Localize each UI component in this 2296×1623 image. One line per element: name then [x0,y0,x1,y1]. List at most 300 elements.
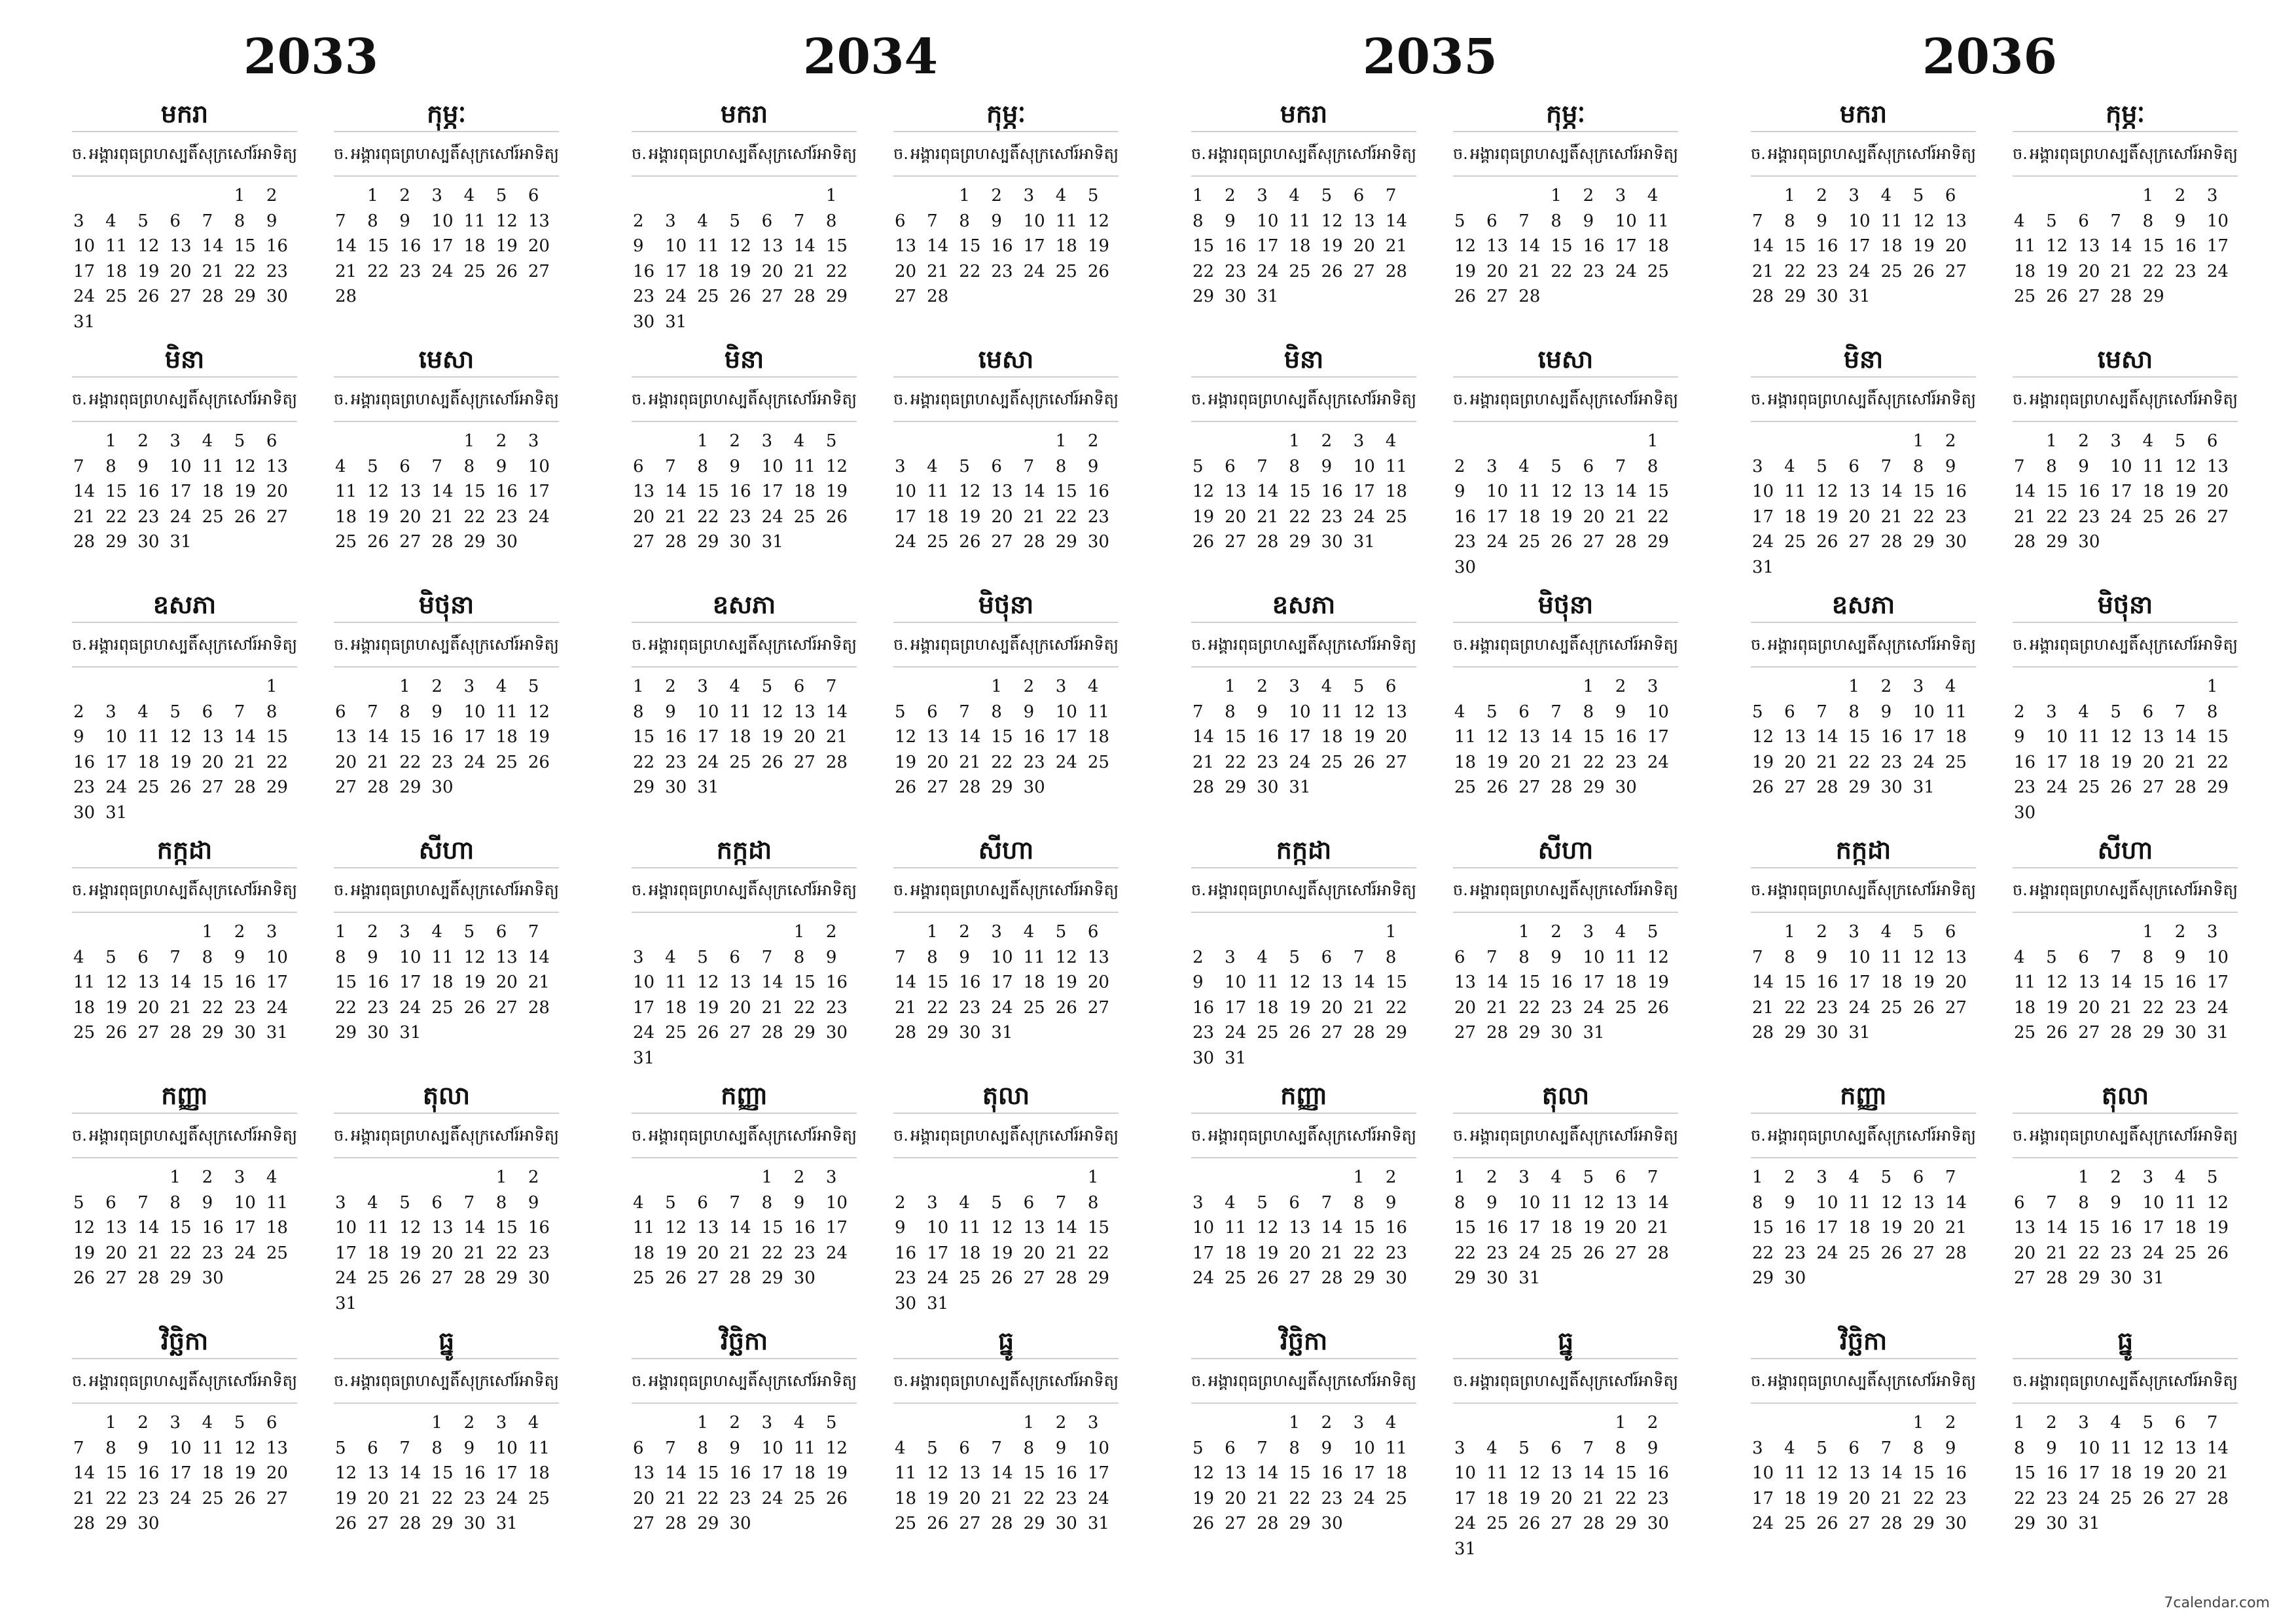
day-cell: 21 [1486,997,1509,1018]
day-cell: 24 [2110,507,2132,527]
month-name: សីហា [1537,836,1594,865]
weekday-header [632,131,857,177]
empty-cell [664,1410,696,1436]
day-cell: 2 [1023,677,1035,696]
day-cell: 25 [1784,532,1806,552]
weekday-label: សុក្រ [1019,145,1049,163]
day-cell: 4 [1087,677,1099,696]
day-cell: 20 [105,1243,128,1263]
day-cell: 12 [528,702,550,722]
weekday-label: សៅរ៍ [2168,390,2198,408]
day-cell: 21 [1353,997,1375,1018]
empty-cell [1223,429,1255,454]
day-cell: 14 [1945,1192,1967,1213]
day-cell: 4 [73,947,84,967]
weekday-header [1751,376,1976,422]
weekday-header [2013,376,2238,422]
day-cell: 13 [697,1218,719,1238]
day-cell: 17 [1752,507,1774,527]
day-cell: 1 [1225,677,1236,696]
empty-cell [1223,1165,1255,1190]
weekday-label: ព្រហស្បតិ៍ [1258,1372,1318,1390]
weekday-header [334,867,559,913]
weekday-label: ច. [334,1372,349,1390]
day-cell: 9 [528,1192,539,1213]
day-cell: 19 [335,1488,357,1508]
day-cell: 8 [105,456,117,476]
day-cell: 17 [761,1463,783,1483]
day-cell: 14 [335,236,357,256]
day-cell: 6 [528,186,539,205]
day-cell: 15 [1353,1218,1375,1238]
weekday-label: ព្រហស្បតិ៍ [401,1372,460,1390]
day-cell: 26 [761,752,783,772]
day-cell: 31 [399,1023,422,1043]
weekday-label: សុក្រ [459,881,490,899]
day-cell: 10 [399,947,422,967]
empty-cell [925,183,958,209]
weekday-label: ច. [1191,635,1206,654]
month-name: មករា [1280,99,1328,128]
day-cell: 24 [170,507,192,527]
month-block [334,1325,559,1537]
weekday-label: សុក្រ [198,881,228,899]
day-cell: 27 [1454,1023,1477,1043]
day-cell: 28 [825,752,848,772]
day-grid [72,1410,297,1537]
empty-cell [696,919,728,945]
day-cell: 9 [1647,1438,1659,1458]
day-cell: 19 [2110,752,2132,772]
day-cell: 21 [463,1243,486,1263]
weekday-label: ច. [2013,635,2028,654]
weekday-label: ច. [1191,390,1206,408]
day-cell: 18 [202,1463,224,1483]
day-cell: 17 [1087,1463,1109,1483]
day-cell: 29 [2142,287,2164,306]
day-cell: 19 [927,1488,949,1508]
empty-cell [761,919,793,945]
day-cell: 14 [2110,972,2132,992]
weekday-label: ច. [1453,635,1468,654]
weekday-label: សៅរ៍ [2168,145,2198,163]
day-cell: 4 [1615,922,1626,942]
weekday-label: អាទិត្យ [817,881,857,899]
day-cell: 9 [1551,947,1562,967]
day-cell: 20 [1518,752,1541,772]
day-cell: 30 [1486,1268,1509,1288]
day-cell: 7 [73,456,84,476]
day-cell: 24 [1087,1488,1109,1508]
day-cell: 18 [1289,236,1311,256]
weekday-header [72,622,297,668]
day-cell: 3 [495,1413,507,1433]
weekday-label: ព្រហស្បតិ៍ [1818,1372,1877,1390]
day-cell: 14 [665,482,687,501]
day-cell: 7 [1551,702,1562,722]
day-cell: 31 [335,1293,357,1313]
day-cell: 10 [665,236,687,256]
day-cell: 14 [234,727,256,747]
day-cell: 27 [991,532,1013,552]
day-cell: 22 [1912,1488,1935,1508]
day-cell: 14 [1880,482,1903,501]
day-cell: 9 [895,1218,906,1238]
weekday-label: អាទិត្យ [2198,1126,2238,1145]
weekday-label: អង្គារ [350,881,381,899]
day-cell: 16 [1816,972,1839,992]
day-cell: 7 [1518,211,1530,231]
month-block [334,344,559,555]
day-cell: 11 [1647,211,1669,231]
month-name: ឧសភា [1272,590,1336,619]
day-cell: 30 [1193,1048,1215,1068]
day-cell: 3 [761,431,773,451]
day-cell: 26 [697,1023,719,1043]
day-cell: 16 [793,1218,816,1238]
day-cell: 11 [266,1192,288,1213]
day-cell: 14 [1551,727,1573,747]
weekday-label: សៅរ៍ [1906,1126,1937,1145]
empty-cell [1287,1165,1319,1190]
empty-cell [1815,1410,1847,1436]
weekday-label: សៅរ៍ [1906,1372,1937,1390]
day-cell: 16 [959,972,981,992]
month-name: មេសា [1537,345,1594,374]
month-name: មេសា [978,345,1034,374]
day-cell: 8 [234,211,245,231]
weekday-label: សុក្រ [198,635,228,654]
day-cell: 21 [234,752,256,772]
month-name: មិនា [1283,345,1324,374]
day-cell: 30 [2174,1023,2197,1043]
empty-cell [696,183,728,209]
day-cell: 9 [137,1438,149,1458]
day-cell: 1 [1518,922,1530,942]
day-cell: 17 [1353,1463,1375,1483]
empty-cell [958,1410,990,1436]
day-cell: 8 [1385,947,1397,967]
day-cell: 12 [367,482,389,501]
day-cell: 27 [1385,752,1407,772]
empty-cell [366,674,398,700]
day-cell: 9 [399,211,410,231]
empty-cell [893,1410,925,1436]
day-cell: 27 [959,1514,981,1533]
day-cell: 23 [2046,1488,2068,1508]
day-cell: 3 [2110,431,2121,451]
day-cell: 15 [335,972,357,992]
weekday-label: អាទិត្យ [1638,145,1678,163]
weekday-header [2013,867,2238,913]
weekday-label: ច. [1751,1126,1766,1145]
day-cell: 19 [73,1243,96,1263]
weekday-label: អង្គារ [648,145,679,163]
day-cell: 27 [1289,1268,1311,1288]
empty-cell [1549,1410,1581,1436]
day-cell: 5 [1257,1192,1268,1213]
day-cell: 27 [399,532,422,552]
weekday-label: ព្រហស្បតិ៍ [698,881,758,899]
weekday-label: ព្រហស្បតិ៍ [1258,1126,1318,1145]
day-cell: 19 [1912,972,1935,992]
day-cell: 24 [633,1023,655,1043]
day-cell: 23 [1615,752,1637,772]
day-cell: 15 [1752,1218,1774,1238]
day-cell: 7 [1880,456,1892,476]
year-title: 2033 [243,29,378,85]
weekday-label: ច. [1751,390,1766,408]
day-grid [72,919,297,1046]
day-cell: 21 [137,1243,160,1263]
empty-cell [1255,919,1287,945]
day-cell: 3 [633,947,644,967]
day-cell: 24 [2046,777,2068,797]
day-cell: 10 [895,482,917,501]
day-cell: 10 [2142,1192,2164,1213]
empty-cell [728,183,760,209]
day-cell: 26 [170,777,192,797]
day-cell: 10 [335,1218,357,1238]
day-cell: 20 [170,261,192,281]
day-cell: 14 [202,236,224,256]
empty-cell [958,429,990,454]
day-cell: 30 [959,1023,981,1043]
day-cell: 16 [2174,236,2197,256]
day-cell: 3 [1752,456,1763,476]
day-cell: 6 [1023,1192,1035,1213]
day-cell: 15 [1615,1463,1637,1483]
day-cell: 1 [463,431,475,451]
day-cell: 26 [2110,777,2132,797]
day-cell: 16 [463,1463,486,1483]
day-cell: 2 [959,922,970,942]
day-cell: 10 [1193,1218,1215,1238]
day-cell: 13 [1023,1218,1045,1238]
empty-cell [463,1165,495,1190]
day-cell: 7 [2014,456,2025,476]
day-cell: 12 [1193,1463,1215,1483]
day-cell: 30 [1023,777,1045,797]
empty-cell [1022,429,1054,454]
day-cell: 16 [1880,727,1903,747]
day-cell: 15 [1193,236,1215,256]
day-cell: 22 [959,261,981,281]
weekday-label: ពុធ [2059,390,2080,408]
day-cell: 27 [729,1023,751,1043]
day-cell: 5 [729,211,740,231]
day-cell: 5 [1289,947,1300,967]
month-name: តុលា [1541,1081,1590,1110]
day-cell: 19 [528,727,550,747]
day-cell: 24 [1055,752,1077,772]
month-block [1751,1080,1976,1291]
day-cell: 29 [697,1514,719,1533]
weekday-label: សុក្រ [198,1126,228,1145]
weekday-label: ព្រហស្បតិ៍ [2079,1126,2139,1145]
day-cell: 6 [1945,186,1956,205]
day-cell: 17 [665,261,687,281]
day-cell: 6 [2206,431,2218,451]
day-cell: 22 [2206,752,2229,772]
day-cell: 26 [1486,777,1509,797]
day-cell: 28 [1321,1268,1343,1288]
day-cell: 13 [170,236,192,256]
day-cell: 8 [1752,1192,1763,1213]
day-cell: 13 [1321,972,1343,992]
day-cell: 14 [2174,727,2197,747]
empty-cell [1352,919,1384,945]
day-cell: 28 [1752,1023,1774,1043]
day-cell: 12 [1816,1463,1839,1483]
empty-cell [1223,919,1255,945]
weekday-label: អង្គារ [648,881,679,899]
empty-cell [1485,674,1517,700]
day-cell: 28 [665,1514,687,1533]
day-cell: 17 [1912,727,1935,747]
day-cell: 17 [991,972,1013,992]
day-cell: 17 [2142,1218,2164,1238]
day-cell: 30 [1087,532,1109,552]
day-cell: 2 [2110,1168,2121,1187]
day-cell: 17 [1023,236,1045,256]
day-cell: 9 [1321,456,1333,476]
day-cell: 7 [1752,211,1763,231]
day-cell: 17 [528,482,550,501]
day-cell: 26 [2142,1488,2164,1508]
weekday-label: អាទិត្យ [1638,635,1678,654]
day-cell: 19 [1583,1218,1605,1238]
day-cell: 2 [991,186,1002,205]
day-cell: 23 [1385,1243,1407,1263]
empty-cell [664,1165,696,1190]
day-cell: 8 [1848,702,1859,722]
month-block [893,834,1119,1046]
weekday-label: ពុធ [1499,881,1520,899]
day-cell: 7 [170,947,181,967]
day-cell: 12 [1486,727,1509,747]
day-cell: 9 [959,947,970,967]
day-cell: 11 [105,236,128,256]
day-cell: 8 [825,211,837,231]
day-cell: 20 [2078,997,2100,1018]
weekday-label: សៅរ៍ [1906,881,1937,899]
day-cell: 31 [266,1023,288,1043]
day-cell: 4 [1486,1438,1498,1458]
day-cell: 24 [927,1268,949,1288]
day-cell: 16 [1945,1463,1967,1483]
weekday-label: អង្គារ [648,635,679,654]
weekday-label: ព្រហស្បតិ៍ [1258,390,1318,408]
day-grid [72,1165,297,1291]
day-cell: 10 [170,1438,192,1458]
day-cell: 13 [1583,482,1605,501]
day-cell: 17 [2110,482,2132,501]
day-cell: 12 [105,972,128,992]
day-cell: 24 [2142,1243,2164,1263]
day-cell: 4 [105,211,117,231]
empty-cell [334,429,366,454]
day-cell: 27 [1486,287,1509,306]
weekday-label: ច. [334,390,349,408]
day-cell: 1 [2206,677,2218,696]
day-cell: 8 [202,947,213,967]
day-cell: 1 [927,922,938,942]
weekday-label: ព្រហស្បតិ៍ [401,145,460,163]
day-cell: 25 [266,1243,288,1263]
weekday-label: សៅរ៍ [227,145,258,163]
empty-cell [1191,429,1223,454]
day-cell: 12 [463,947,486,967]
day-cell: 23 [1193,1023,1215,1043]
empty-cell [72,674,104,700]
day-cell: 26 [1193,532,1215,552]
day-cell: 8 [1023,1438,1035,1458]
weekday-label: អាទិត្យ [2198,635,2238,654]
weekday-label: អង្គារ [2029,145,2060,163]
day-cell: 14 [2046,1218,2068,1238]
day-cell: 13 [1848,482,1871,501]
day-cell: 19 [1486,752,1509,772]
weekday-label: ព្រហស្បតិ៍ [2079,145,2139,163]
day-cell: 5 [2046,947,2057,967]
day-cell: 14 [1647,1192,1669,1213]
weekday-label: សៅរ៍ [489,1126,520,1145]
day-cell: 15 [2046,482,2068,501]
weekday-label: ពុធ [678,1126,699,1145]
day-cell: 27 [633,1514,655,1533]
weekday-label: ច. [893,1126,908,1145]
day-cell: 19 [1193,507,1215,527]
weekday-label: សៅរ៍ [1608,145,1639,163]
day-cell: 29 [202,1023,224,1043]
day-cell: 9 [367,947,378,967]
day-cell: 22 [1551,261,1573,281]
day-grid [632,429,857,555]
weekday-header [334,1358,559,1404]
day-cell: 25 [1454,777,1477,797]
day-cell: 3 [1289,677,1300,696]
day-cell: 2 [633,211,644,231]
day-cell: 13 [399,482,422,501]
year-block [72,0,596,1623]
day-cell: 2 [793,1168,805,1187]
day-cell: 15 [1784,972,1806,992]
day-cell: 5 [1518,1438,1530,1458]
weekday-label: ព្រហស្បតិ៍ [139,881,198,899]
weekday-label: អង្គារ [1208,1372,1238,1390]
day-cell: 25 [367,1268,389,1288]
day-cell: 11 [1023,947,1045,967]
day-cell: 14 [761,972,783,992]
day-cell: 25 [665,1023,687,1043]
day-cell: 28 [1551,777,1573,797]
day-cell: 6 [2174,1413,2186,1433]
day-cell: 24 [1615,261,1637,281]
weekday-label: អាទិត្យ [519,1126,559,1145]
weekday-header [1191,131,1416,177]
day-cell: 13 [266,1438,288,1458]
day-cell: 27 [1225,1514,1247,1533]
day-cell: 18 [2014,997,2036,1018]
day-cell: 6 [697,1192,708,1213]
day-cell: 8 [367,211,378,231]
day-cell: 4 [729,677,740,696]
day-cell: 10 [1353,456,1375,476]
day-cell: 11 [895,1463,917,1483]
empty-cell [1751,183,1783,209]
day-cell: 13 [1353,211,1375,231]
